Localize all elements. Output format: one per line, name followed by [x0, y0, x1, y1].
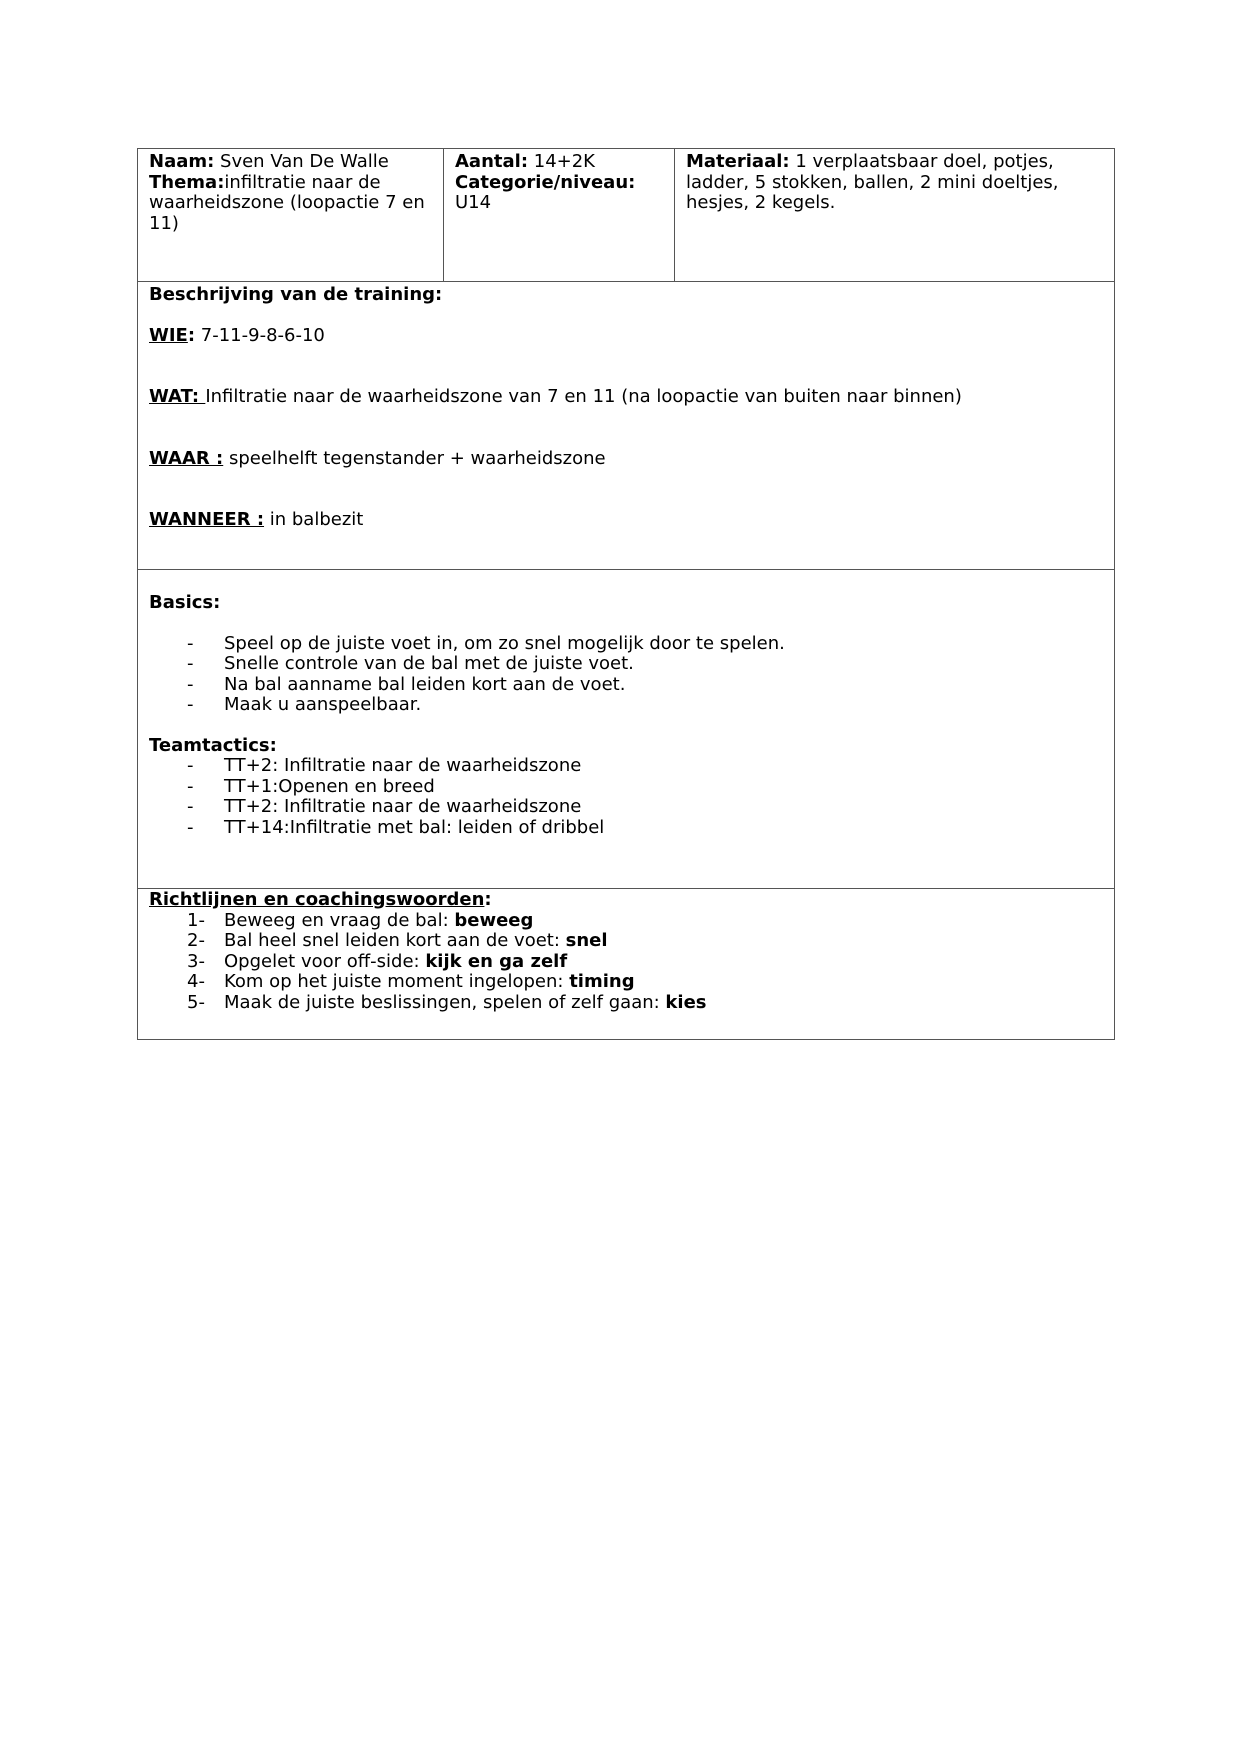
wat-value: Infiltratie naar de waarheidszone van 7 en 11 (na loopactie van buiten naar binnen) [205, 386, 962, 407]
basics-row [138, 570, 1115, 889]
thema-label: Thema: [149, 171, 225, 193]
wanneer-label: WANNEER : [149, 509, 265, 530]
list-item-text: Snelle controle van de bal met de juiste voet. [224, 653, 634, 674]
wie-label: WIE [149, 324, 188, 346]
thema-value: infiltratie naar de waarheidszone (loopactie 7 en 11) [149, 171, 425, 234]
naam-label: Naam: [149, 151, 215, 172]
list-item-text: Na bal aanname bal leiden kort aan de voet. [224, 673, 626, 695]
list-item-text: Opgelet voor off-side: [224, 950, 426, 972]
wat-label: WAT: [149, 386, 206, 407]
list-marker: - [187, 755, 194, 776]
materiaal-label: Materiaal: [686, 151, 790, 172]
beschrijving-title: Beschrijving van de training: [149, 284, 443, 305]
coaching-keyword: snel [565, 930, 608, 951]
categorie-value: U14 [455, 192, 492, 213]
list-item [149, 634, 1104, 655]
wanneer-line [149, 510, 1104, 531]
richtlijnen-title-line [149, 890, 1104, 911]
list-item [149, 654, 1104, 675]
list-number: 4- [187, 971, 205, 992]
list-item [149, 993, 1104, 1014]
basics-cell [138, 570, 1115, 889]
list-item-text: TT+1:Openen en breed [224, 775, 435, 797]
richtlijnen-row [138, 889, 1115, 1040]
coaching-keyword: kies [665, 991, 707, 1013]
list-item [149, 952, 1104, 973]
list-number: 5- [187, 991, 205, 1013]
wie-line [149, 326, 1104, 347]
list-marker: - [187, 673, 194, 695]
aantal-categorie-cell [444, 149, 675, 282]
richtlijnen-colon: : [484, 889, 492, 910]
list-item [149, 818, 1104, 839]
waar-label: WAAR : [149, 447, 224, 469]
waar-value: speelhelft tegenstander + waarheidszone [223, 447, 606, 469]
list-item-text: Maak de juiste beslissingen, spelen of zelf gaan: [224, 991, 666, 1013]
waar-line [149, 449, 1104, 470]
beschrijving-row [138, 282, 1115, 570]
richtlijnen-list [149, 911, 1104, 1014]
list-item-text: Maak u aanspeelbaar. [224, 694, 422, 715]
list-item [149, 797, 1104, 818]
list-number: 3- [187, 950, 205, 972]
list-marker: - [187, 694, 194, 715]
materiaal-cell [675, 149, 1115, 282]
basics-list [149, 634, 1104, 716]
list-number: 1- [187, 909, 205, 931]
richtlijnen-title: Richtlijnen en coachingswoorden [149, 889, 485, 910]
aantal-label: Aantal: [455, 151, 529, 172]
list-item-text: TT+2: Infiltratie naar de waarheidszone [224, 755, 582, 776]
teamtactics-title: Teamtactics: [149, 734, 277, 756]
wie-colon: : [187, 324, 196, 346]
categorie-label: Categorie/niveau: [455, 171, 636, 193]
aantal-value: 14+2K [528, 151, 595, 172]
list-item [149, 931, 1104, 952]
list-item [149, 756, 1104, 777]
coaching-keyword: kijk en ga zelf [425, 950, 568, 972]
list-marker: - [187, 775, 194, 797]
list-item-text: Bal heel snel leiden kort aan de voet: [224, 930, 566, 951]
list-number: 2- [187, 930, 205, 951]
header-row [138, 149, 1115, 282]
list-item [149, 675, 1104, 696]
materiaal-value: 1 verplaatsbaar doel, potjes, ladder, 5 stokken, ballen, 2 mini doeltjes, hesjes, 2 kegels. [686, 151, 1059, 213]
wie-value: 7-11-9-8-6-10 [195, 324, 325, 346]
list-item [149, 911, 1104, 932]
coaching-keyword: beweeg [454, 909, 534, 931]
list-marker: - [187, 816, 194, 838]
wat-line [149, 387, 1104, 408]
teamtactics-list [149, 756, 1104, 838]
list-marker: - [187, 632, 194, 654]
list-item [149, 777, 1104, 798]
richtlijnen-cell [138, 889, 1115, 1040]
list-item-text: Speel op de juiste voet in, om zo snel mogelijk door te spelen. [224, 632, 785, 654]
basics-title: Basics: [149, 592, 221, 613]
list-item-text: TT+14:Infiltratie met bal: leiden of dribbel [224, 816, 605, 838]
naam-value: Sven Van De Walle [214, 151, 389, 172]
naam-thema-cell [138, 149, 444, 282]
list-item [149, 972, 1104, 993]
list-marker: - [187, 796, 194, 817]
coaching-keyword: timing [569, 971, 635, 992]
list-item-text: Kom op het juiste moment ingelopen: [224, 971, 570, 992]
training-plan-table [137, 148, 1115, 1040]
list-marker: - [187, 653, 194, 674]
list-item-text: Beweeg en vraag de bal: [224, 909, 455, 931]
list-item [149, 695, 1104, 716]
list-item-text: TT+2: Infiltratie naar de waarheidszone [224, 796, 582, 817]
wanneer-value: in balbezit [264, 509, 364, 530]
beschrijving-cell [138, 282, 1115, 570]
